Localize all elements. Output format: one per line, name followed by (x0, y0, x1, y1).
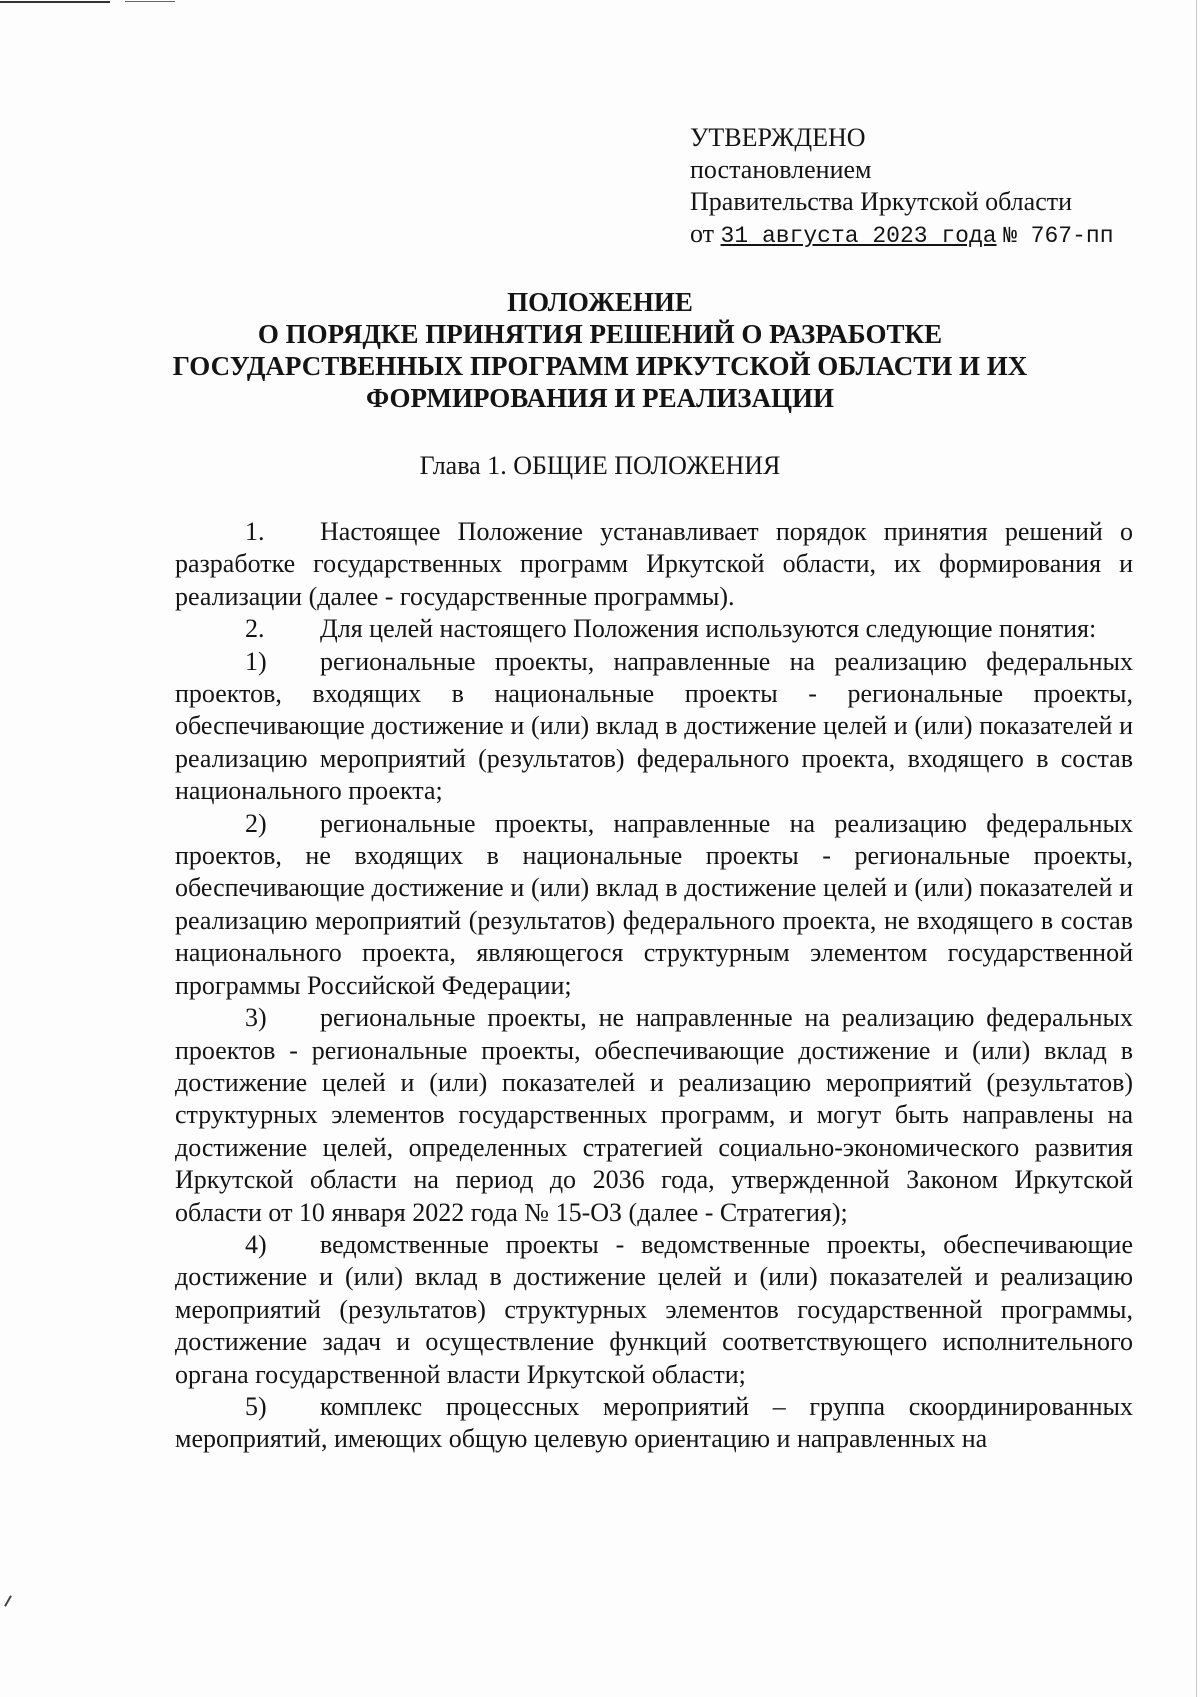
approval-line: постановлением (690, 155, 872, 184)
scan-artifact (125, 1, 175, 2)
paragraph-number: 4) (245, 1229, 267, 1259)
paragraph-number: 5) (245, 1391, 267, 1421)
approval-number: № 767-пп (1003, 223, 1114, 249)
paragraph (175, 516, 1133, 613)
approval-from: от (690, 219, 715, 248)
paragraph-text: Настоящее Положение устанавливает порядок принятия решений о разработке государственных программ Иркутской области, их формирования и реализации (далее - государственные программы). (175, 517, 1133, 611)
scan-edge (1196, 0, 1197, 1697)
document-body (175, 516, 1133, 1456)
paragraph-text: комплекс процессных мероприятий – группа скоординированных мероприятий, имеющих общую целевую ориентацию и направленных на (175, 1391, 1133, 1454)
paragraph (175, 613, 1133, 645)
paragraph (175, 1002, 1133, 1229)
paragraph-text: региональные проекты, направленные на реализацию федеральных проектов, входящих в национальные проекты - региональные проекты, обеспечивающие достижение и (или) вклад в достижение целей и (или) показателей и реализацию мероприятий (результатов) федерального проекта, входящего в состав национального проекта; (175, 646, 1133, 806)
paragraph-text: Для целей настоящего Положения используются следующие понятия: (320, 614, 1097, 644)
paragraph (175, 808, 1133, 1002)
scan-artifact (4, 1595, 12, 1606)
paragraph (175, 646, 1133, 808)
title-line: ФОРМИРОВАНИЯ И РЕАЛИЗАЦИИ (365, 383, 834, 413)
title-line: О ПОРЯДКЕ ПРИНЯТИЯ РЕШЕНИЙ О РАЗРАБОТКЕ (257, 319, 943, 349)
paragraph-number: 1) (245, 646, 267, 676)
chapter-heading: Глава 1. ОБЩИЕ ПОЛОЖЕНИЯ (419, 451, 781, 480)
paragraph-number: 2. (245, 614, 265, 644)
paragraph-number: 2) (245, 808, 267, 838)
paragraph-number: 3) (245, 1003, 267, 1033)
paragraph-text: ведомственные проекты - ведомственные проекты, обеспечивающие достижение и (или) вклад в достижение целей и (или) показателей и реализацию мероприятий (результатов) структурных элементов государственной программы, достижение задач и осуществление функций соответствующего исполнительного органа государственной власти Иркутской области; (175, 1229, 1133, 1389)
approval-date-line (690, 218, 1114, 252)
paragraph-number: 1. (245, 517, 265, 546)
approval-heading: УТВЕРЖДЕНО (690, 123, 866, 152)
approval-date: 31 августа 2023 года (720, 223, 997, 249)
approval-stamp (690, 122, 1114, 252)
scan-artifact (0, 1, 110, 3)
paragraph (175, 1229, 1133, 1391)
approval-line: Правительства Иркутской области (690, 187, 1073, 216)
paragraph (175, 1391, 1133, 1456)
paragraph-text: региональные проекты, направленные на реализацию федеральных проектов, не входящих в национальные проекты - региональные проекты, обеспечивающие достижение и (или) вклад в достижение целей и (или) показателей и реализацию мероприятий (результатов) федерального проекта, не входящего в состав национального проекта, являющегося структурным элементом государственной программы Российской Федерации; (175, 808, 1133, 1000)
paragraph-text: региональные проекты, не направленные на реализацию федеральных проектов - региональные проекты, обеспечивающие достижение и (или) вклад в достижение целей и (или) показателей и реализацию мероприятий (результатов) структурных элементов государственных программ, и могут быть направлены на достижение целей, определенных стратегией социально-экономического развития Иркутской области на период до 2036 года, утвержденной Законом Иркутской области от 10 января 2022 года № 15-ОЗ (далее - Стратегия); (175, 1003, 1133, 1227)
title-line: ГОСУДАРСТВЕННЫХ ПРОГРАММ ИРКУТСКОЙ ОБЛАСТИ И ИХ (172, 351, 1028, 381)
document-title (100, 286, 1100, 414)
title-line: ПОЛОЖЕНИЕ (507, 287, 693, 317)
